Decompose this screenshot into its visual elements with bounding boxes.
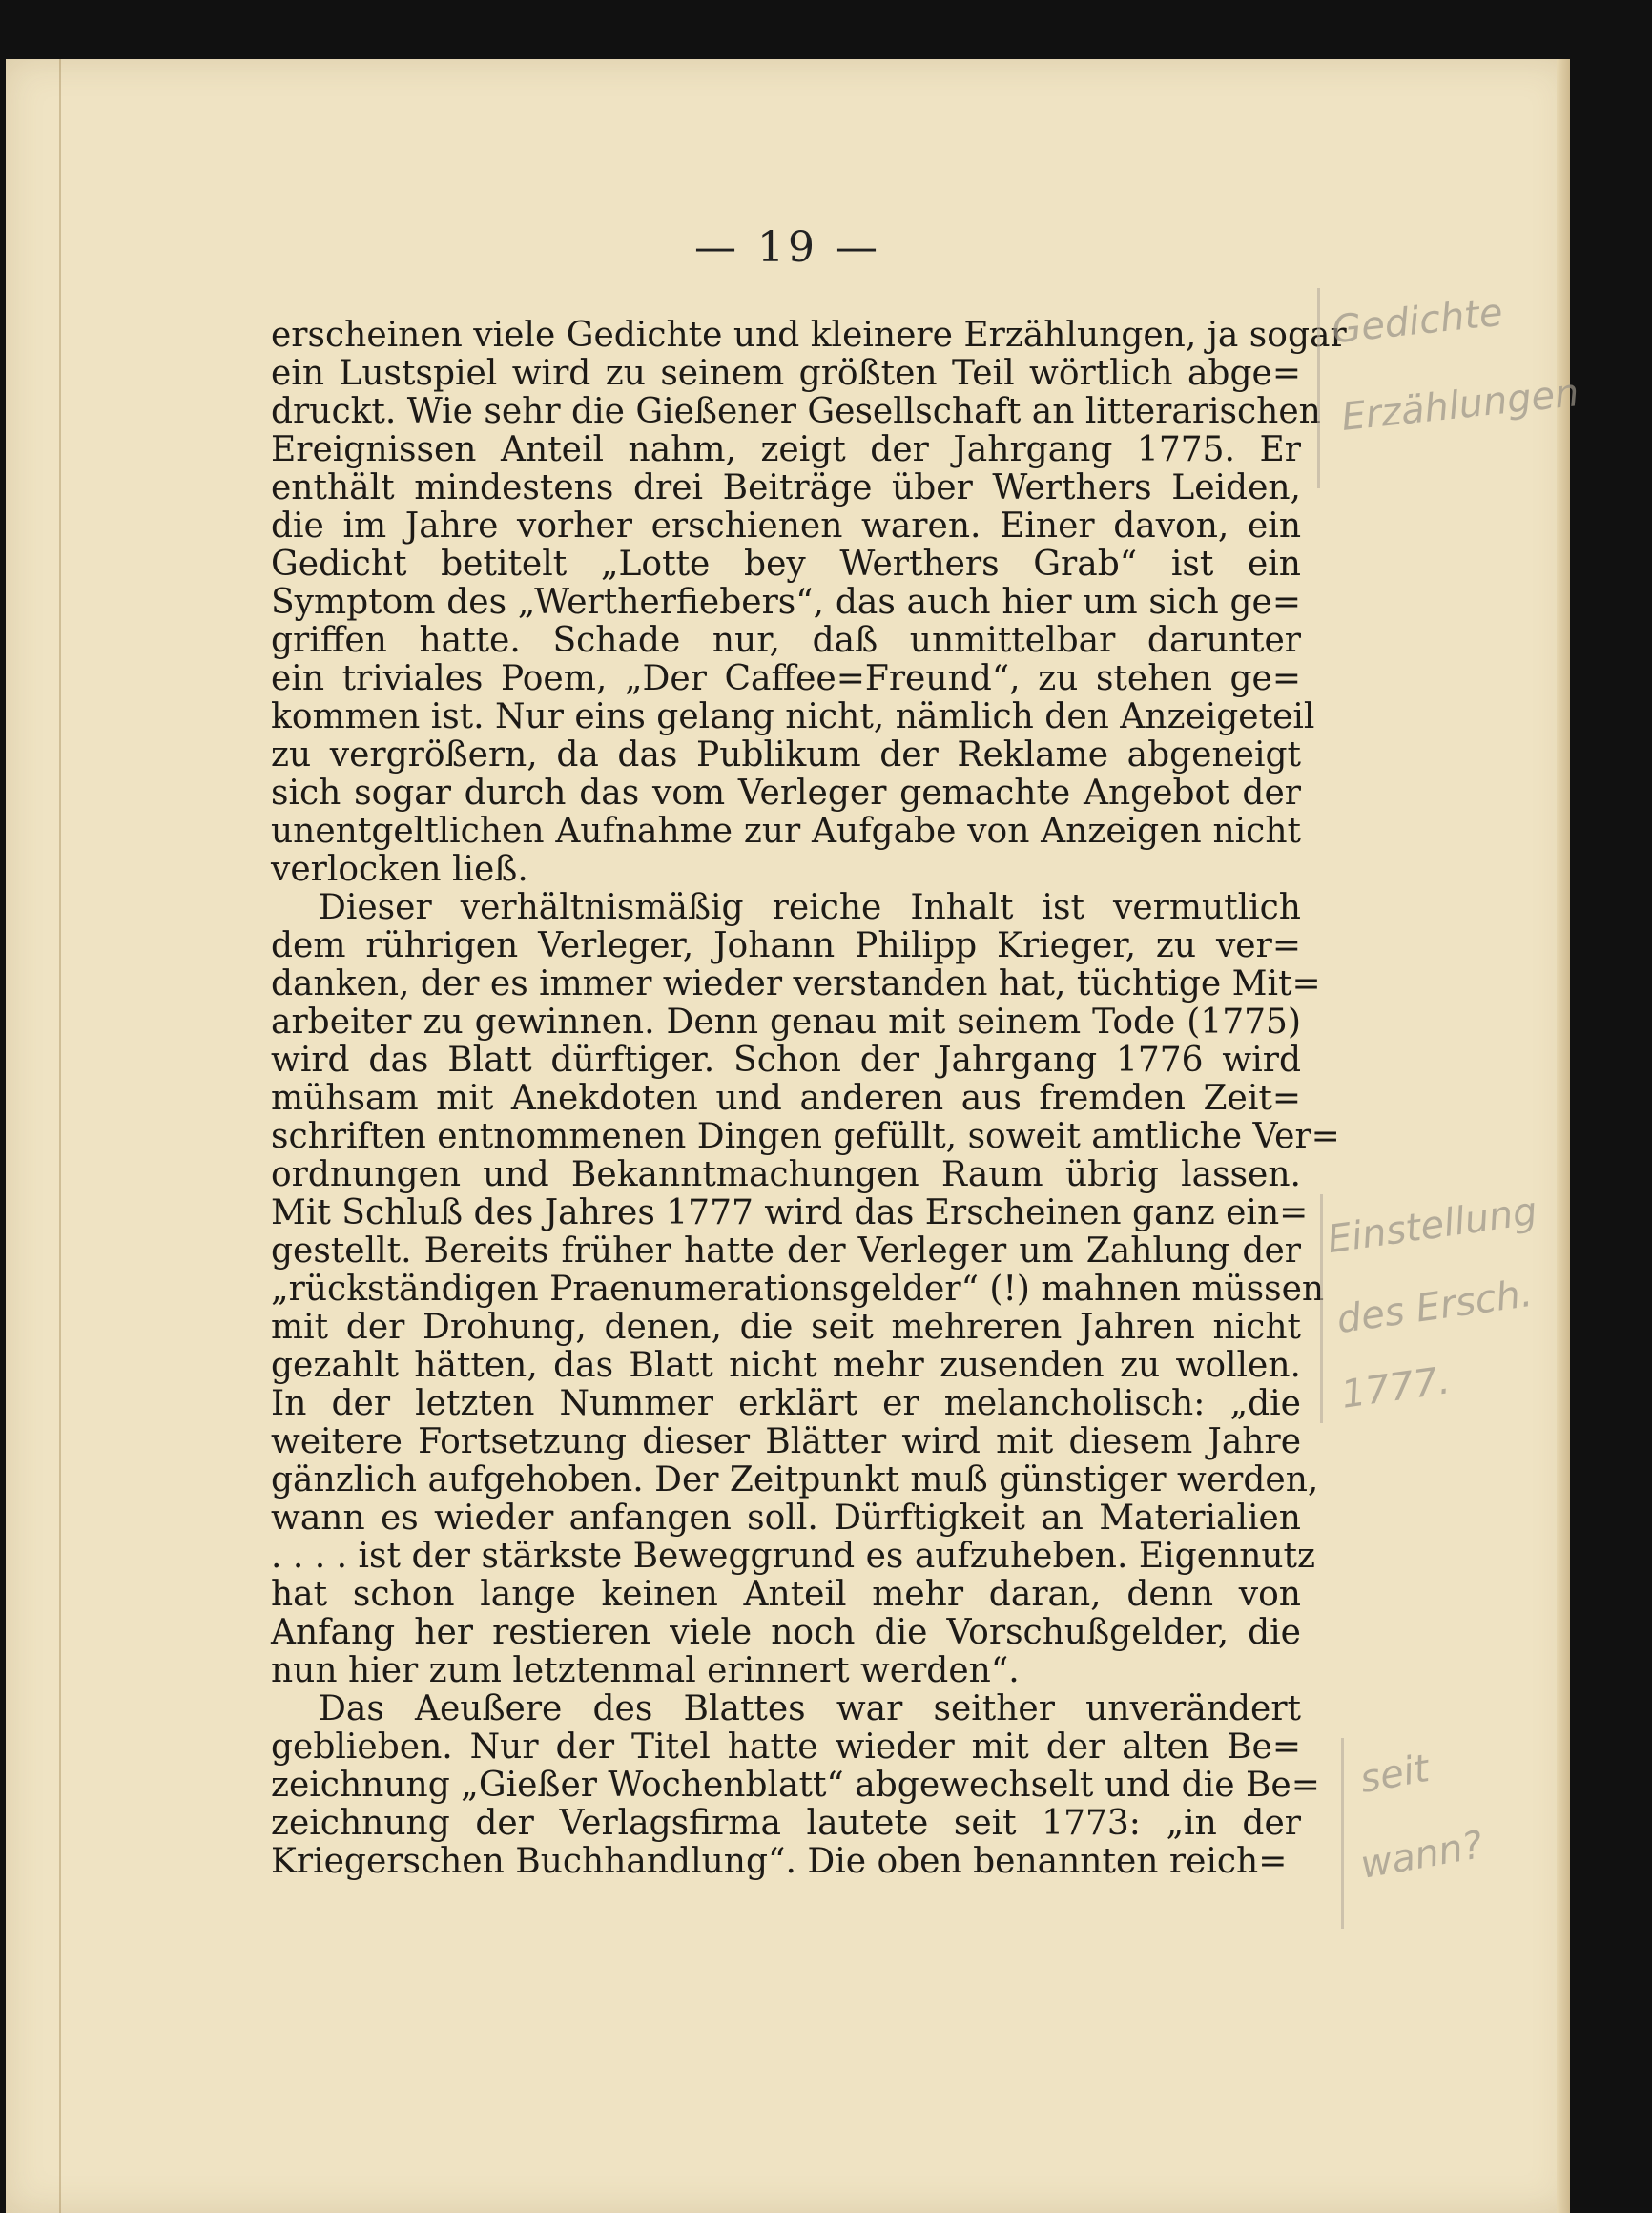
body-text bbox=[271, 316, 1347, 1881]
margin-note: 1777. bbox=[1338, 1358, 1454, 1417]
margin-note: Gedichte bbox=[1330, 290, 1505, 353]
margin-note: seit bbox=[1356, 1747, 1433, 1802]
text-line: die im Jahre vorher erschienen waren. Einer davon, ein bbox=[271, 507, 1301, 546]
text-line: schriften entnommenen Dingen gefüllt, soweit amtliche Ver= bbox=[271, 1117, 1340, 1156]
text-line: enthält mindestens drei Beiträge über Werthers Leiden, bbox=[271, 468, 1301, 507]
text-line: gestellt. Bereits früher hatte der Verleger um Zahlung der bbox=[271, 1231, 1301, 1271]
text-line: hat schon lange keinen Anteil mehr daran, denn von bbox=[271, 1575, 1301, 1614]
text-line: Das Aeußere des Blattes war seither unverändert bbox=[319, 1689, 1301, 1728]
margin-note: wann? bbox=[1356, 1823, 1487, 1888]
text-line: kommen ist. Nur eins gelang nicht, nämlich den Anzeigeteil bbox=[271, 697, 1315, 736]
text-line: Ereignissen Anteil nahm, zeigt der Jahrgang 1775. Er bbox=[271, 430, 1301, 469]
text-line: nun hier zum letztenmal erinnert werden“. bbox=[271, 1651, 1020, 1690]
text-line: unentgeltlichen Aufnahme zur Aufgabe von Anzeigen nicht bbox=[271, 812, 1301, 851]
text-line: gezahlt hätten, das Blatt nicht mehr zusenden zu wollen. bbox=[271, 1346, 1301, 1385]
gutter-fold bbox=[59, 59, 61, 2213]
text-line: Anfang her restieren viele noch die Vorschußgelder, die bbox=[271, 1613, 1301, 1652]
text-line: danken, der es immer wieder verstanden hat, tüchtige Mit= bbox=[271, 964, 1321, 1003]
text-line: zeichnung der Verlagsfirma lautete seit 1773: „in der bbox=[271, 1804, 1301, 1843]
text-line: mit der Drohung, denen, die seit mehreren Jahren nicht bbox=[271, 1308, 1301, 1347]
book-page bbox=[6, 59, 1581, 2213]
text-line: zeichnung „Gießer Wochenblatt“ abgewechselt und die Be= bbox=[271, 1766, 1320, 1805]
text-line: Dieser verhältnismäßig reiche Inhalt ist vermutlich bbox=[319, 888, 1301, 927]
text-line: zu vergrößern, da das Publikum der Reklame abgeneigt bbox=[271, 735, 1301, 775]
margin-note: des Ersch. bbox=[1333, 1271, 1536, 1343]
text-line: gänzlich aufgehoben. Der Zeitpunkt muß günstiger werden, bbox=[271, 1460, 1319, 1499]
text-line: Gedicht betitelt „Lotte bey Werthers Grab“ ist ein bbox=[271, 545, 1301, 584]
text-line: ordnungen und Bekanntmachungen Raum übrig lassen. bbox=[271, 1155, 1301, 1194]
text-line: Kriegerschen Buchhandlung“. Die oben benannten reich= bbox=[271, 1842, 1288, 1881]
text-line: sich sogar durch das vom Verleger gemachte Angebot der bbox=[271, 774, 1301, 813]
text-line: arbeiter zu gewinnen. Denn genau mit seinem Tode (1775) bbox=[271, 1003, 1301, 1042]
text-line: . . . . ist der stärkste Beweggrund es aufzuheben. Eigennutz bbox=[271, 1537, 1315, 1576]
text-line: druckt. Wie sehr die Gießener Gesellschaft an litterarischen bbox=[271, 392, 1321, 431]
margin-bracket bbox=[1317, 288, 1320, 488]
margin-note: Einstellung bbox=[1324, 1189, 1540, 1263]
text-line: weitere Fortsetzung dieser Blätter wird mit diesem Jahre bbox=[271, 1422, 1301, 1461]
text-line: geblieben. Nur der Titel hatte wieder mit der alten Be= bbox=[271, 1727, 1301, 1767]
margin-note: Erzählungen bbox=[1339, 371, 1581, 440]
text-line: Symptom des „Wertherfiebers“, das auch hier um sich ge= bbox=[271, 583, 1301, 622]
page-number: — 19 — bbox=[694, 223, 881, 272]
margin-bracket bbox=[1341, 1738, 1344, 1929]
text-line: erscheinen viele Gedichte und kleinere Erzählungen, ja sogar bbox=[271, 316, 1347, 355]
text-line: In der letzten Nummer erklärt er melancholisch: „die bbox=[271, 1384, 1301, 1423]
text-line: wann es wieder anfangen soll. Dürftigkeit an Materialien bbox=[271, 1499, 1301, 1538]
text-line: wird das Blatt dürftiger. Schon der Jahrgang 1776 wird bbox=[271, 1041, 1301, 1080]
text-line: mühsam mit Anekdoten und anderen aus fremden Zeit= bbox=[271, 1079, 1301, 1118]
text-line: ein triviales Poem, „Der Caffee=Freund“, zu stehen ge= bbox=[271, 659, 1301, 698]
text-line: griffen hatte. Schade nur, daß unmittelbar darunter bbox=[271, 621, 1301, 660]
text-line: ein Lustspiel wird zu seinem größten Teil wörtlich abge= bbox=[271, 354, 1301, 393]
margin-bracket bbox=[1320, 1194, 1323, 1423]
text-line: „rückständigen Praenumerationsgelder“ (!) mahnen müssen bbox=[271, 1270, 1325, 1309]
text-line: Mit Schluß des Jahres 1777 wird das Erscheinen ganz ein= bbox=[271, 1193, 1309, 1232]
text-line: dem rührigen Verleger, Johann Philipp Krieger, zu ver= bbox=[271, 926, 1301, 965]
text-line: verlocken ließ. bbox=[271, 850, 528, 889]
